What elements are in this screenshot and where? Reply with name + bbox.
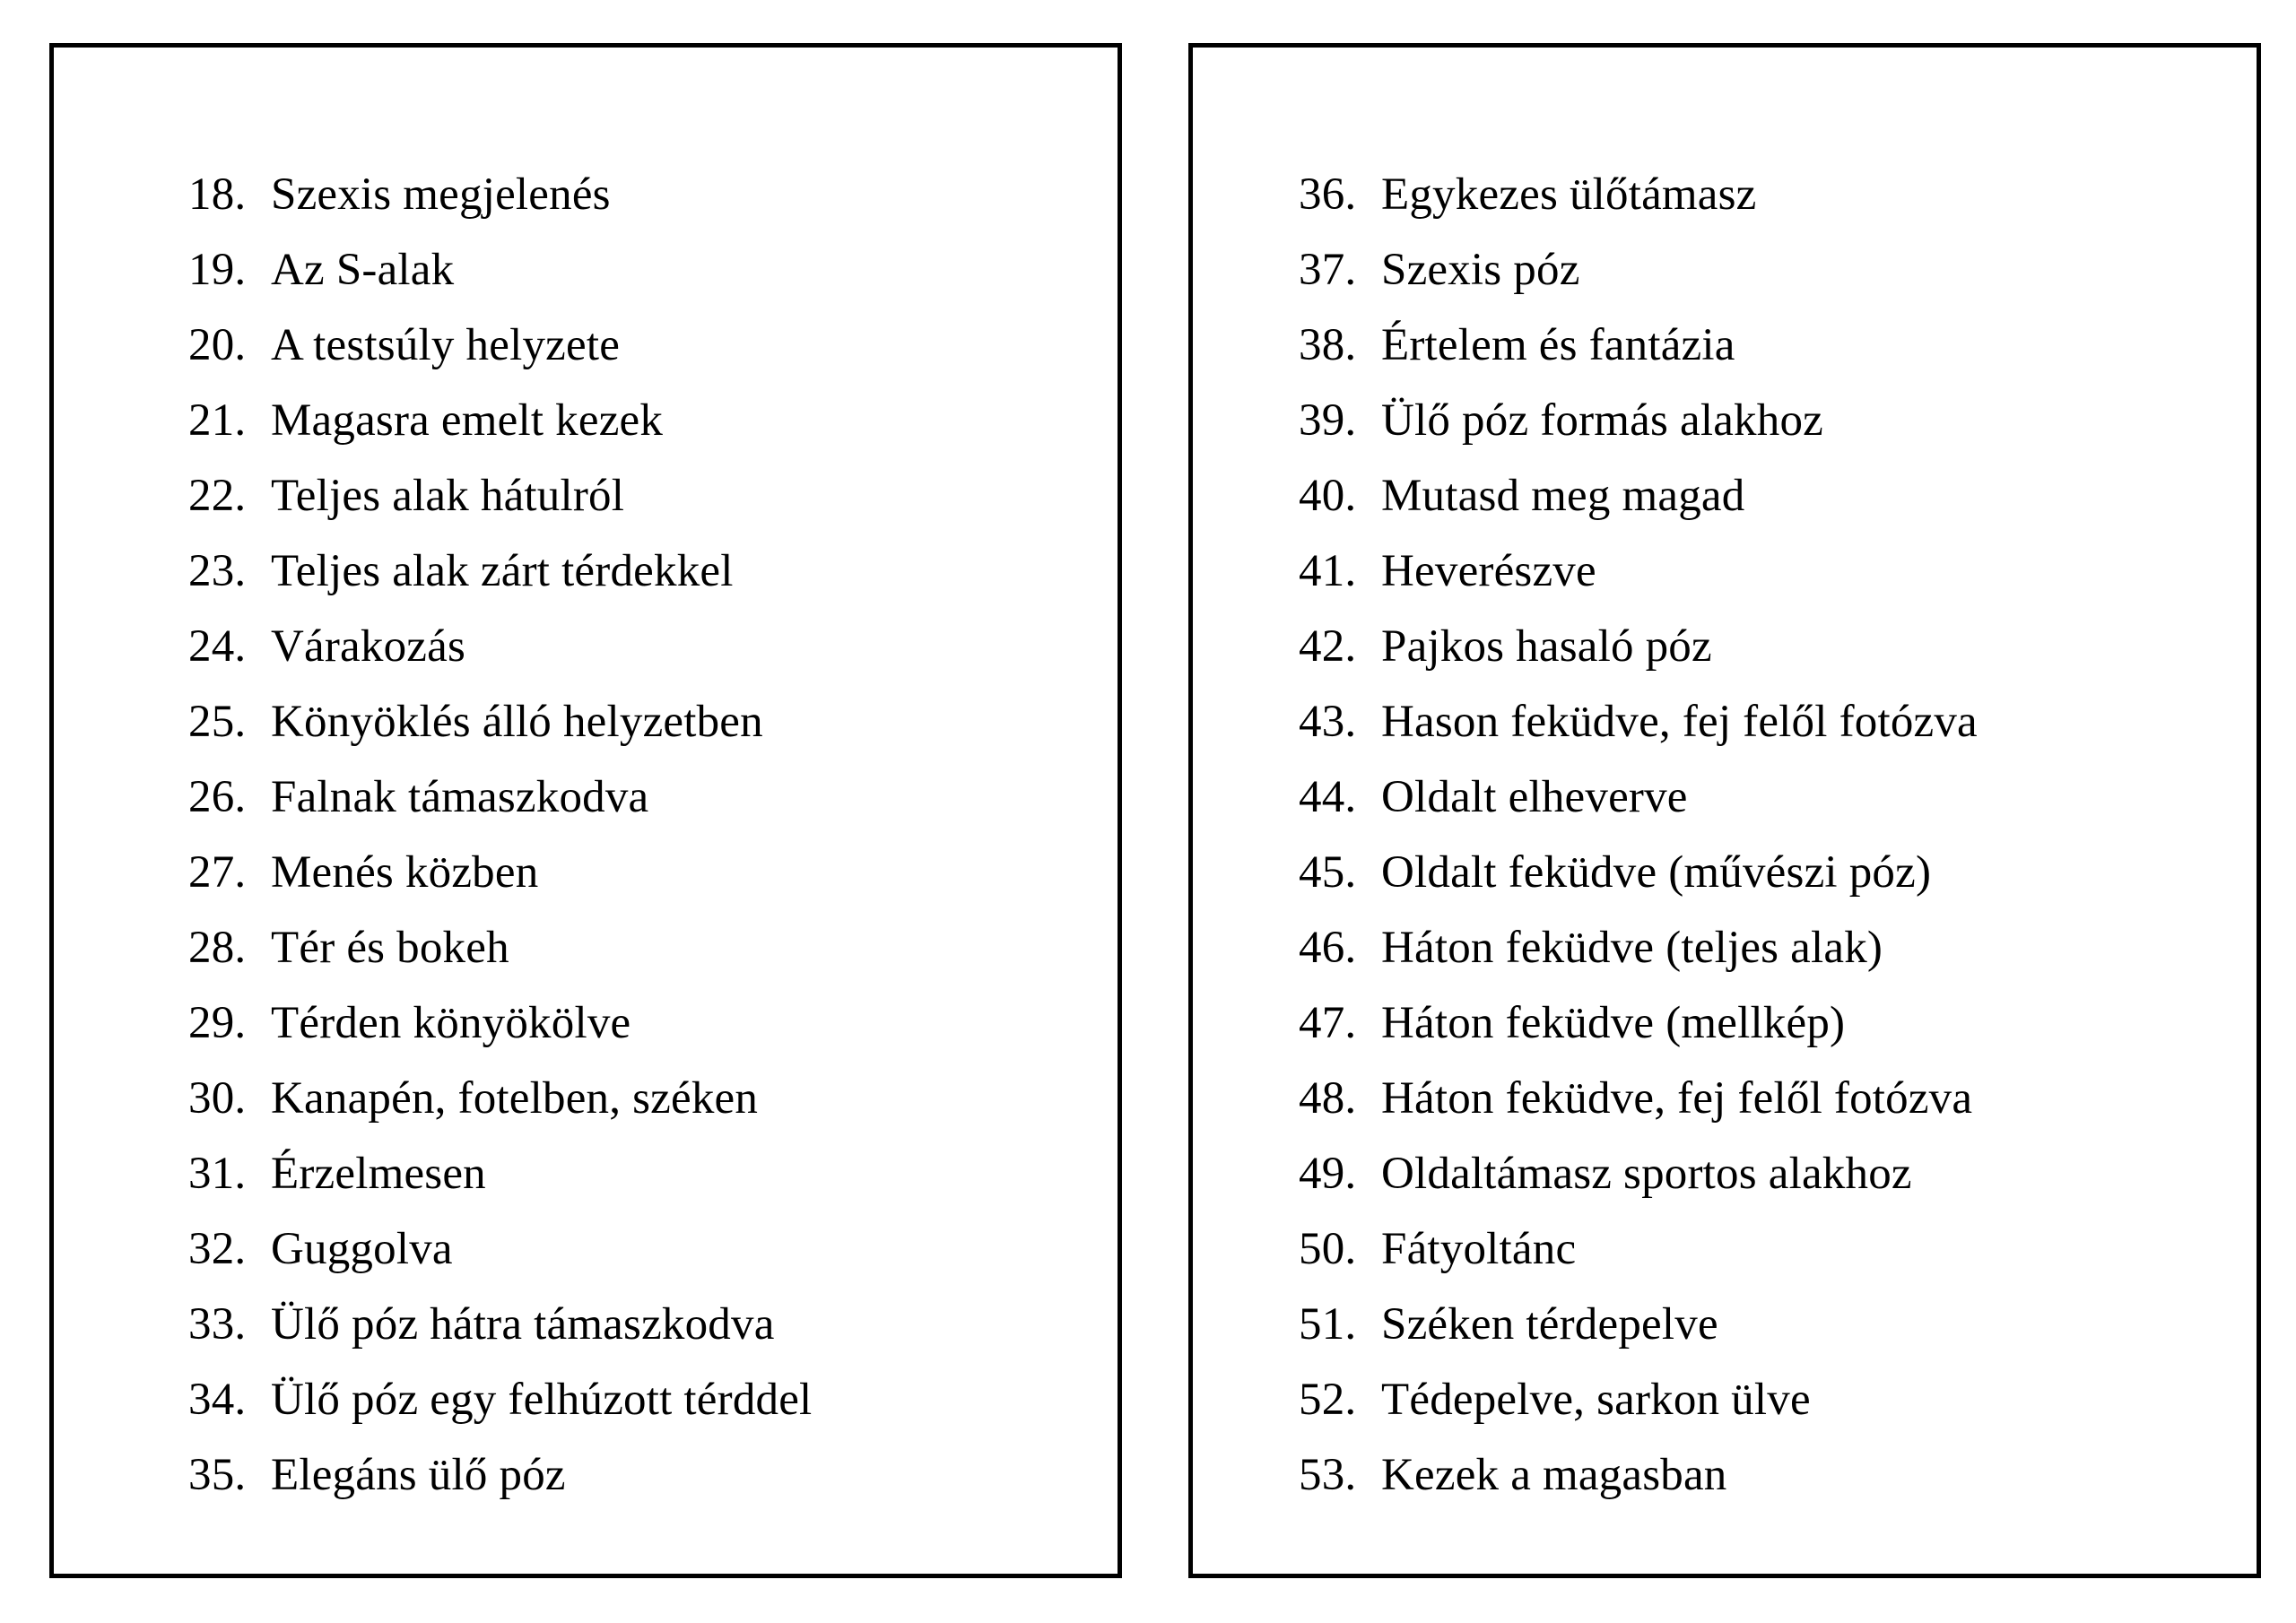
list-item bbox=[1299, 308, 1978, 383]
list-item bbox=[188, 759, 812, 835]
list-item-number: 50. bbox=[1299, 1224, 1357, 1274]
list-item-number: 34. bbox=[188, 1375, 247, 1425]
list-item-label: Teljes alak hátulról bbox=[271, 471, 625, 521]
list-item-number: 29. bbox=[188, 998, 247, 1048]
list-item-number: 18. bbox=[188, 169, 247, 220]
list-item-number: 27. bbox=[188, 847, 247, 898]
list-item bbox=[1299, 383, 1978, 458]
list-item-number: 37. bbox=[1299, 245, 1357, 295]
list-item bbox=[188, 1061, 812, 1136]
list-item bbox=[188, 609, 812, 684]
list-item bbox=[1299, 232, 1978, 308]
list-item-number: 19. bbox=[188, 245, 247, 295]
list-item-label: Guggolva bbox=[271, 1224, 453, 1274]
list-item-label: Értelem és fantázia bbox=[1381, 320, 1735, 370]
list-item-label: Menés közben bbox=[271, 847, 539, 898]
list-item-number: 21. bbox=[188, 395, 247, 446]
list-item-label: Fátyoltánc bbox=[1381, 1224, 1577, 1274]
list-item-label: Mutasd meg magad bbox=[1381, 471, 1745, 521]
list-item-number: 30. bbox=[188, 1073, 247, 1124]
list-item-label: Ülő póz hátra támaszkodva bbox=[271, 1299, 775, 1350]
list-item bbox=[188, 1287, 812, 1362]
list-item-label: Elegáns ülő póz bbox=[271, 1450, 566, 1500]
list-item bbox=[188, 835, 812, 910]
list-item-number: 26. bbox=[188, 772, 247, 822]
list-item-label: Széken térdepelve bbox=[1381, 1299, 1718, 1350]
list-item bbox=[188, 232, 812, 308]
list-item bbox=[188, 458, 812, 534]
list-item-label: Hason feküdve, fej felől fotózva bbox=[1381, 697, 1978, 747]
list-item bbox=[1299, 458, 1978, 534]
list-item-number: 32. bbox=[188, 1224, 247, 1274]
left-list-panel bbox=[49, 43, 1122, 1578]
list-item-label: Teljes alak zárt térdekkel bbox=[271, 546, 734, 596]
list-item-label: Könyöklés álló helyzetben bbox=[271, 697, 763, 747]
list-item-label: Térden könyökölve bbox=[271, 998, 631, 1048]
list-item bbox=[1299, 759, 1978, 835]
list-item-number: 42. bbox=[1299, 621, 1357, 672]
list-item-number: 22. bbox=[188, 471, 247, 521]
list-item bbox=[188, 684, 812, 759]
list-item bbox=[1299, 1362, 1978, 1437]
list-item bbox=[1299, 835, 1978, 910]
list-item-label: Pajkos hasaló póz bbox=[1381, 621, 1712, 672]
list-item bbox=[1299, 1437, 1978, 1513]
list-item-label: Szexis megjelenés bbox=[271, 169, 611, 220]
list-item-number: 24. bbox=[188, 621, 247, 672]
list-item-label: A testsúly helyzete bbox=[271, 320, 621, 370]
list-item-number: 33. bbox=[188, 1299, 247, 1350]
list-item-number: 28. bbox=[188, 923, 247, 973]
list-item-number: 51. bbox=[1299, 1299, 1357, 1350]
right-pose-list bbox=[1299, 157, 1978, 1513]
list-item bbox=[188, 534, 812, 609]
list-item-number: 35. bbox=[188, 1450, 247, 1500]
list-item bbox=[1299, 609, 1978, 684]
list-item-label: Ülő póz egy felhúzott térddel bbox=[271, 1375, 813, 1425]
list-item bbox=[188, 1362, 812, 1437]
list-item-label: Oldaltámasz sportos alakhoz bbox=[1381, 1149, 1912, 1199]
list-item-number: 53. bbox=[1299, 1450, 1357, 1500]
list-item-number: 48. bbox=[1299, 1073, 1357, 1124]
list-item bbox=[1299, 1211, 1978, 1287]
list-item-label: Kanapén, fotelben, széken bbox=[271, 1073, 759, 1124]
list-item-number: 41. bbox=[1299, 546, 1357, 596]
list-item bbox=[188, 383, 812, 458]
list-item-label: Háton feküdve (teljes alak) bbox=[1381, 923, 1883, 973]
list-item-label: Falnak támaszkodva bbox=[271, 772, 649, 822]
list-item-number: 49. bbox=[1299, 1149, 1357, 1199]
list-item-number: 44. bbox=[1299, 772, 1357, 822]
list-item bbox=[1299, 534, 1978, 609]
list-item bbox=[1299, 684, 1978, 759]
list-item-number: 40. bbox=[1299, 471, 1357, 521]
list-item-number: 46. bbox=[1299, 923, 1357, 973]
list-item-number: 20. bbox=[188, 320, 247, 370]
list-item bbox=[188, 985, 812, 1061]
list-item-label: Az S-alak bbox=[271, 245, 455, 295]
list-item-label: Magasra emelt kezek bbox=[271, 395, 664, 446]
list-item-label: Várakozás bbox=[271, 621, 466, 672]
list-item-label: Tédepelve, sarkon ülve bbox=[1381, 1375, 1811, 1425]
list-item-label: Kezek a magasban bbox=[1381, 1450, 1727, 1500]
list-item bbox=[188, 1136, 812, 1211]
list-item-label: Érzelmesen bbox=[271, 1149, 486, 1199]
right-list-panel bbox=[1188, 43, 2261, 1578]
list-item-number: 43. bbox=[1299, 697, 1357, 747]
list-item bbox=[188, 1211, 812, 1287]
list-item bbox=[188, 1437, 812, 1513]
left-pose-list bbox=[188, 157, 812, 1513]
list-item-label: Oldalt feküdve (művészi póz) bbox=[1381, 847, 1932, 898]
list-item bbox=[188, 910, 812, 985]
list-item-number: 38. bbox=[1299, 320, 1357, 370]
list-item-number: 31. bbox=[188, 1149, 247, 1199]
list-item-label: Heverészve bbox=[1381, 546, 1596, 596]
list-item-label: Háton feküdve, fej felől fotózva bbox=[1381, 1073, 1973, 1124]
list-item bbox=[1299, 1061, 1978, 1136]
list-item-label: Oldalt elheverve bbox=[1381, 772, 1688, 822]
list-item bbox=[188, 157, 812, 232]
list-item-label: Egykezes ülőtámasz bbox=[1381, 169, 1757, 220]
list-item-number: 39. bbox=[1299, 395, 1357, 446]
list-item-number: 25. bbox=[188, 697, 247, 747]
list-item-label: Ülő póz formás alakhoz bbox=[1381, 395, 1823, 446]
list-item-label: Szexis póz bbox=[1381, 245, 1580, 295]
list-item bbox=[1299, 157, 1978, 232]
list-item bbox=[1299, 1136, 1978, 1211]
list-item-number: 47. bbox=[1299, 998, 1357, 1048]
list-item-label: Háton feküdve (mellkép) bbox=[1381, 998, 1846, 1048]
list-item-number: 52. bbox=[1299, 1375, 1357, 1425]
list-item-number: 45. bbox=[1299, 847, 1357, 898]
list-item-label: Tér és bokeh bbox=[271, 923, 509, 973]
list-item-number: 23. bbox=[188, 546, 247, 596]
list-item bbox=[1299, 910, 1978, 985]
list-item bbox=[188, 308, 812, 383]
list-item bbox=[1299, 1287, 1978, 1362]
list-item bbox=[1299, 985, 1978, 1061]
list-item-number: 36. bbox=[1299, 169, 1357, 220]
